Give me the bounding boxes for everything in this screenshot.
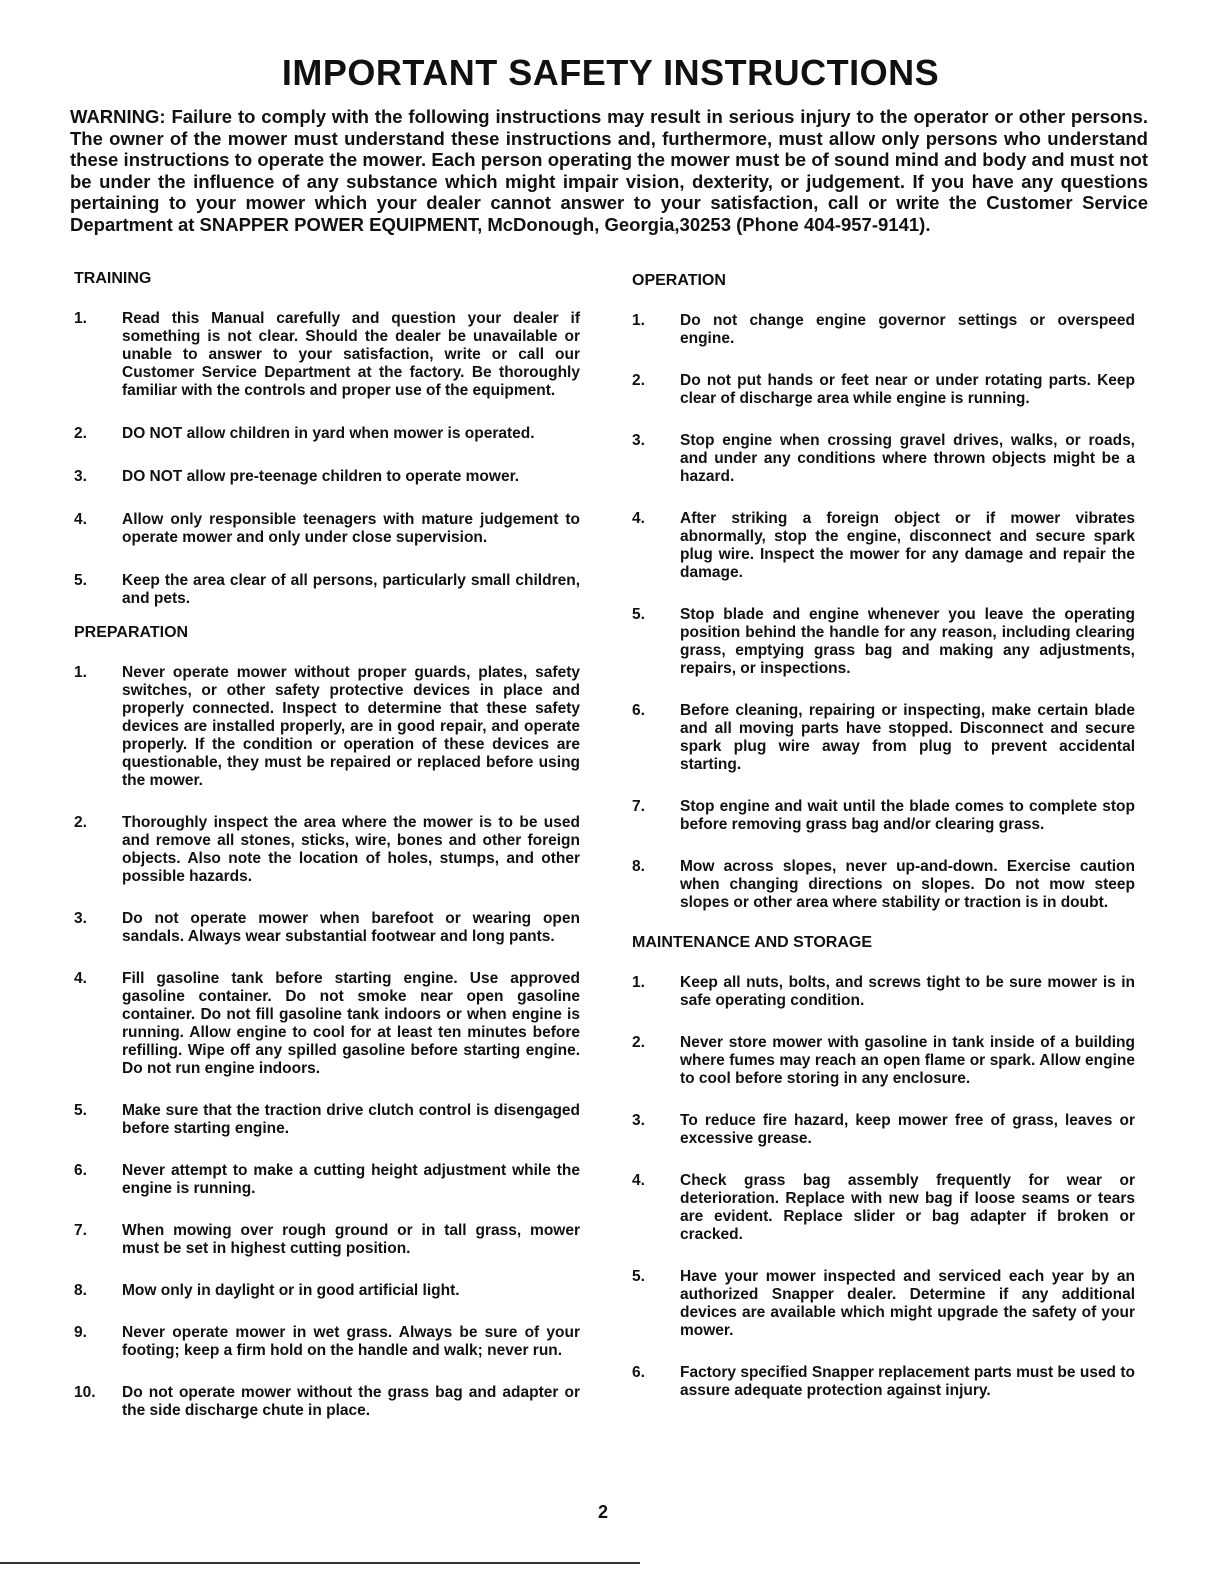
item-text: Never store mower with gasoline in tank inside of a building where fumes may reach an open flame or spark. Allow engine to cool before storing in any enclosure. <box>680 1034 1135 1087</box>
item-number: 2. <box>74 814 87 831</box>
list-item <box>632 858 1135 912</box>
item-number: 5. <box>74 1102 87 1119</box>
item-text: Thoroughly inspect the area where the mower is to be used and remove all stones, sticks, wire, bones and other foreign objects. Also note the location of holes, stumps, and other possible hazards. <box>122 814 580 885</box>
item-text: To reduce fire hazard, keep mower free of grass, leaves or excessive grease. <box>680 1112 1135 1147</box>
list-item <box>632 372 1135 408</box>
page-title: IMPORTANT SAFETY INSTRUCTIONS <box>281 52 940 93</box>
item-text: Do not put hands or feet near or under rotating parts. Keep clear of discharge area while engine is running. <box>680 372 1135 407</box>
item-text: Check grass bag assembly frequently for wear or deterioration. Replace with new bag if loose seams or tears are evident. Replace slider or bag adapter if broken or cracked. <box>680 1172 1135 1243</box>
list-item <box>74 910 580 946</box>
item-text: Factory specified Snapper replacement parts must be used to assure adequate protection against injury. <box>680 1364 1135 1399</box>
item-number: 6. <box>74 1162 87 1179</box>
item-number: 10. <box>74 1384 96 1401</box>
list-item <box>74 1162 580 1198</box>
item-number: 1. <box>632 312 645 329</box>
item-number: 5. <box>632 606 645 623</box>
item-number: 4. <box>632 1172 645 1189</box>
list-item <box>74 511 580 547</box>
item-number: 6. <box>632 1364 645 1381</box>
left-column <box>74 270 580 1420</box>
item-number: 8. <box>632 858 645 875</box>
item-text: Allow only responsible teenagers with mature judgement to operate mower and only under close supervision. <box>122 511 580 546</box>
training-list <box>74 310 580 608</box>
item-text: Have your mower inspected and serviced each year by an authorized Snapper dealer. Determine if any additional devices are available which might upgrade the safety of your mower. <box>680 1268 1135 1339</box>
item-number: 4. <box>74 970 87 987</box>
list-item <box>632 1112 1135 1148</box>
list-item <box>632 606 1135 678</box>
item-number: 7. <box>74 1222 87 1239</box>
item-number: 1. <box>632 974 645 991</box>
list-item <box>632 1268 1135 1340</box>
item-text: Stop engine and wait until the blade comes to complete stop before removing grass bag and/or clearing grass. <box>680 798 1135 833</box>
item-text: Keep the area clear of all persons, particularly small children, and pets. <box>122 572 580 607</box>
item-text: Make sure that the traction drive clutch control is disengaged before starting engine. <box>122 1102 580 1137</box>
list-item <box>74 1282 580 1300</box>
item-number: 3. <box>632 432 645 449</box>
item-number: 3. <box>74 910 87 927</box>
item-number: 8. <box>74 1282 87 1299</box>
item-text: Do not operate mower when barefoot or wearing open sandals. Always wear substantial footwear and long pants. <box>122 910 580 945</box>
item-text: Stop blade and engine whenever you leave the operating position behind the handle for any reason, including clearing grass, emptying grass bag and making any adjustments, repairs, or inspections. <box>680 606 1135 677</box>
item-text: When mowing over rough ground or in tall grass, mower must be set in highest cutting position. <box>122 1222 580 1257</box>
item-text: Before cleaning, repairing or inspecting, make certain blade and all moving parts have stopped. Disconnect and secure spark plug wire away from plug to prevent accidental starting. <box>680 702 1135 773</box>
list-item <box>74 1384 580 1420</box>
item-text: Mow only in daylight or in good artificial light. <box>122 1282 460 1299</box>
item-text: Never attempt to make a cutting height adjustment while the engine is running. <box>122 1162 580 1197</box>
list-item <box>74 664 580 790</box>
maintenance-list <box>632 974 1135 1400</box>
list-item <box>74 425 580 443</box>
item-number: 2. <box>632 1034 645 1051</box>
operation-list <box>632 312 1135 912</box>
list-item <box>632 510 1135 582</box>
list-item <box>74 310 580 400</box>
list-item <box>632 1172 1135 1244</box>
item-number: 2. <box>632 372 645 389</box>
item-text: Do not operate mower without the grass bag and adapter or the side discharge chute in place. <box>122 1384 580 1419</box>
list-item <box>74 1222 580 1258</box>
item-text: Never operate mower without proper guards, plates, safety switches, or other safety protective devices in place and properly connected. Inspect to determine that these safety devices are installed properly, are in good repair, and operate properly. If the condition or operation of these devices are questionable, they must be repaired or replaced before using the mower. <box>122 664 580 789</box>
item-number: 3. <box>632 1112 645 1129</box>
list-item <box>632 312 1135 348</box>
item-text: Read this Manual carefully and question your dealer if something is not clear. Should the dealer be unavailable or unable to answer to your satisfaction, write or call our Customer Service Department at the factory. Be thoroughly familiar with the controls and proper use of the equipment. <box>122 310 580 399</box>
item-number: 2. <box>74 425 87 442</box>
item-text: Fill gasoline tank before starting engine. Use approved gasoline container. Do not smoke near open gasoline container. Do not fill gasoline tank indoors or when engine is running. Allow engine to cool for at least ten minutes before refilling. Wipe off any spilled gasoline before starting engine. Do not run engine indoors. <box>122 970 580 1077</box>
list-item <box>74 572 580 608</box>
item-number: 5. <box>632 1268 645 1285</box>
training-heading: TRAINING <box>74 270 152 287</box>
list-item <box>632 798 1135 834</box>
list-item <box>74 468 580 486</box>
item-number: 1. <box>74 310 87 327</box>
list-item <box>74 1102 580 1138</box>
list-item <box>74 1324 580 1360</box>
item-text: After striking a foreign object or if mower vibrates abnormally, stop the engine, disconnect and secure spark plug wire. Inspect the mower for any damage and repair the damage. <box>680 510 1135 581</box>
item-number: 9. <box>74 1324 87 1341</box>
list-item <box>632 432 1135 486</box>
list-item <box>632 702 1135 774</box>
item-text: DO NOT allow children in yard when mower is operated. <box>122 425 535 442</box>
warning-paragraph: WARNING: Failure to comply with the following instructions may result in serious injury to the operator or other persons. The owner of the mower must understand these instructions and, furthermore, must allow only persons who understand these instructions to operate the mower. Each person operating the mower must be of sound mind and body and must not be under the influence of any substance which might impair vision, dexterity, or judgement. If you have any questions pertaining to your mower which your dealer cannot answer to your satisfaction, call or write the Customer Service Department at SNAPPER POWER EQUIPMENT, McDonough, Georgia,30253 (Phone 404-957-9141). <box>70 106 1148 235</box>
item-text: Keep all nuts, bolts, and screws tight to be sure mower is in safe operating condition. <box>680 974 1135 1009</box>
item-number: 4. <box>74 511 87 528</box>
item-number: 3. <box>74 468 87 485</box>
list-item <box>632 1034 1135 1088</box>
item-text: Mow across slopes, never up-and-down. Exercise caution when changing directions on slopes. Do not mow steep slopes or other area where stability or traction is in doubt. <box>680 858 1135 911</box>
item-text: Do not change engine governor settings or overspeed engine. <box>680 312 1135 347</box>
list-item <box>74 970 580 1078</box>
item-text: Stop engine when crossing gravel drives, walks, or roads, and under any conditions where thrown objects might be a hazard. <box>680 432 1135 485</box>
preparation-list <box>74 664 580 1420</box>
item-number: 7. <box>632 798 645 815</box>
item-number: 5. <box>74 572 87 589</box>
list-item <box>632 974 1135 1010</box>
item-text: DO NOT allow pre-teenage children to operate mower. <box>122 468 520 485</box>
right-column <box>632 272 1135 1400</box>
maintenance-heading: MAINTENANCE AND STORAGE <box>632 934 873 951</box>
item-number: 6. <box>632 702 645 719</box>
preparation-heading: PREPARATION <box>74 624 189 641</box>
item-text: Never operate mower in wet grass. Always be sure of your footing; keep a firm hold on the handle and walk; never run. <box>122 1324 580 1359</box>
item-number: 4. <box>632 510 645 527</box>
list-item <box>74 814 580 886</box>
page-number: 2 <box>598 1502 609 1522</box>
item-number: 1. <box>74 664 87 681</box>
operation-heading: OPERATION <box>632 272 726 289</box>
list-item <box>632 1364 1135 1400</box>
bottom-rule <box>0 1562 640 1564</box>
